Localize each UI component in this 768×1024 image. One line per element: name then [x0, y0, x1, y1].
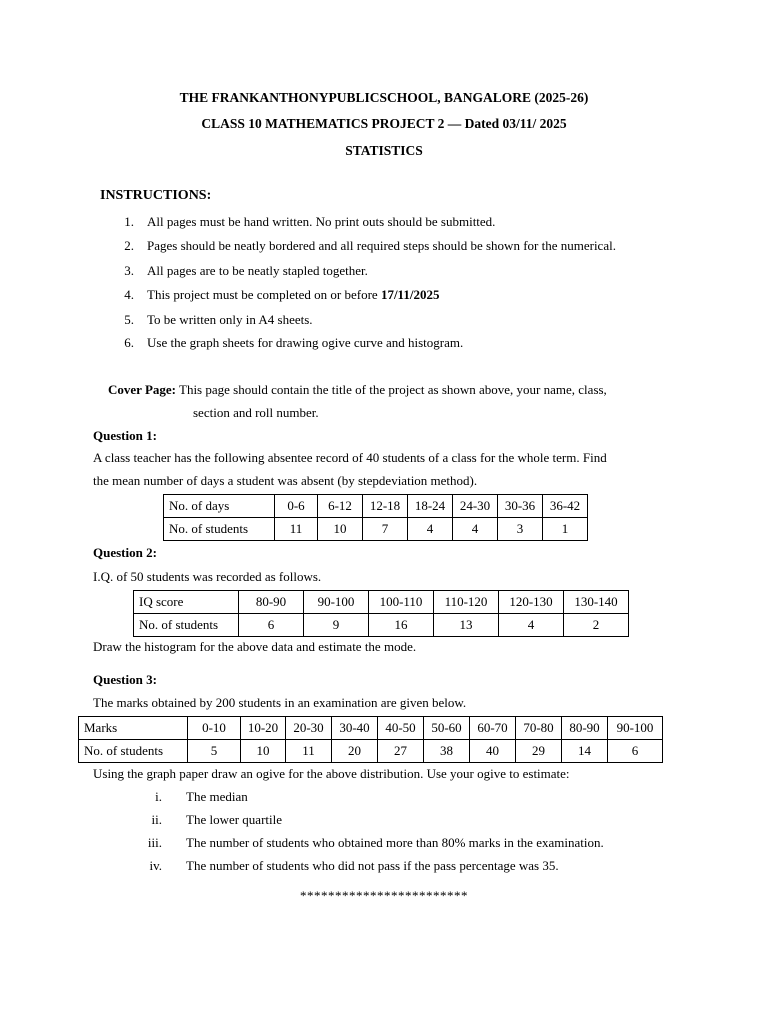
table-cell: 120-130 [499, 591, 564, 614]
question-1-text-line2: the mean number of days a student was absent (by stepdeviation method). [93, 473, 478, 488]
table-cell: No. of students [164, 518, 275, 541]
table-cell: 40-50 [378, 717, 424, 740]
table-cell: 13 [434, 614, 499, 637]
table-row [164, 518, 588, 541]
table-cell: 4 [499, 614, 564, 637]
footer-separator: ************************ [300, 888, 468, 903]
question-1-heading: Question 1: [93, 428, 157, 443]
table-cell: 100-110 [369, 591, 434, 614]
table-row [134, 614, 629, 637]
table-row [79, 740, 663, 763]
table-cell: 36-42 [543, 495, 588, 518]
table-cell: 0-10 [188, 717, 241, 740]
table-cell: 20 [332, 740, 378, 763]
table-cell: 5 [188, 740, 241, 763]
table-cell: No. of days [164, 495, 275, 518]
question-3-instruction: Using the graph paper draw an ogive for the above distribution. Use your ogive to estimate: [93, 766, 570, 781]
table-cell: 11 [286, 740, 332, 763]
table-cell: 29 [516, 740, 562, 763]
table-cell: 10 [241, 740, 286, 763]
question-3-heading: Question 3: [93, 672, 157, 687]
table-cell: 90-100 [608, 717, 663, 740]
cover-page-label: Cover Page: [108, 382, 176, 397]
table-cell: 0-6 [275, 495, 318, 518]
table-cell: 90-100 [304, 591, 369, 614]
table-cell: 80-90 [562, 717, 608, 740]
table-cell: 110-120 [434, 591, 499, 614]
table-cell: 4 [453, 518, 498, 541]
table-row [134, 591, 629, 614]
table-cell: 6 [608, 740, 663, 763]
instructions-heading: INSTRUCTIONS: [100, 188, 212, 203]
table-cell: 27 [378, 740, 424, 763]
question-3-table [78, 716, 663, 763]
table-cell: 2 [564, 614, 629, 637]
table-cell: 40 [470, 740, 516, 763]
table-cell: 18-24 [408, 495, 453, 518]
table-cell: 20-30 [286, 717, 332, 740]
question-2-text: I.Q. of 50 students was recorded as follows. [93, 569, 322, 584]
question-2-instruction: Draw the histogram for the above data and estimate the mode. [93, 639, 417, 654]
table-cell: 9 [304, 614, 369, 637]
table-cell: No. of students [79, 740, 188, 763]
table-cell: 12-18 [363, 495, 408, 518]
table-row [79, 717, 663, 740]
table-cell: 130-140 [564, 591, 629, 614]
table-cell: 10 [318, 518, 363, 541]
table-cell: 10-20 [241, 717, 286, 740]
table-cell: 70-80 [516, 717, 562, 740]
table-cell: 6 [239, 614, 304, 637]
table-cell: 38 [424, 740, 470, 763]
table-row [164, 495, 588, 518]
question-2-table [133, 590, 629, 637]
cover-page-note: Cover Page: This page should contain the title of the project as shown above, your name, class, [108, 382, 607, 397]
table-cell: 30-40 [332, 717, 378, 740]
table-cell: 14 [562, 740, 608, 763]
question-1-text: A class teacher has the following absentee record of 40 students of a class for the whole term. Find [93, 450, 607, 465]
cover-page-note-line2: section and roll number. [193, 405, 319, 420]
table-cell: 60-70 [470, 717, 516, 740]
table-cell: IQ score [134, 591, 239, 614]
school-title: THE FRANKANTHONYPUBLICSCHOOL, BANGALORE (2025-26) [179, 90, 589, 105]
table-cell: 4 [408, 518, 453, 541]
due-date: 17/11/2025 [380, 287, 440, 302]
table-cell: 6-12 [318, 495, 363, 518]
question-3-text: The marks obtained by 200 students in an examination are given below. [93, 695, 467, 710]
question-1-table [163, 494, 588, 541]
table-cell: Marks [79, 717, 188, 740]
table-cell: 16 [369, 614, 434, 637]
question-2-heading: Question 2: [93, 545, 157, 560]
table-cell: No. of students [134, 614, 239, 637]
table-cell: 7 [363, 518, 408, 541]
topic-title: STATISTICS [345, 143, 423, 158]
table-cell: 3 [498, 518, 543, 541]
table-cell: 11 [275, 518, 318, 541]
table-cell: 30-36 [498, 495, 543, 518]
project-title: CLASS 10 MATHEMATICS PROJECT 2 — Dated 03/11/ 2025 [201, 116, 567, 131]
table-cell: 50-60 [424, 717, 470, 740]
table-cell: 24-30 [453, 495, 498, 518]
table-cell: 1 [543, 518, 588, 541]
table-cell: 80-90 [239, 591, 304, 614]
